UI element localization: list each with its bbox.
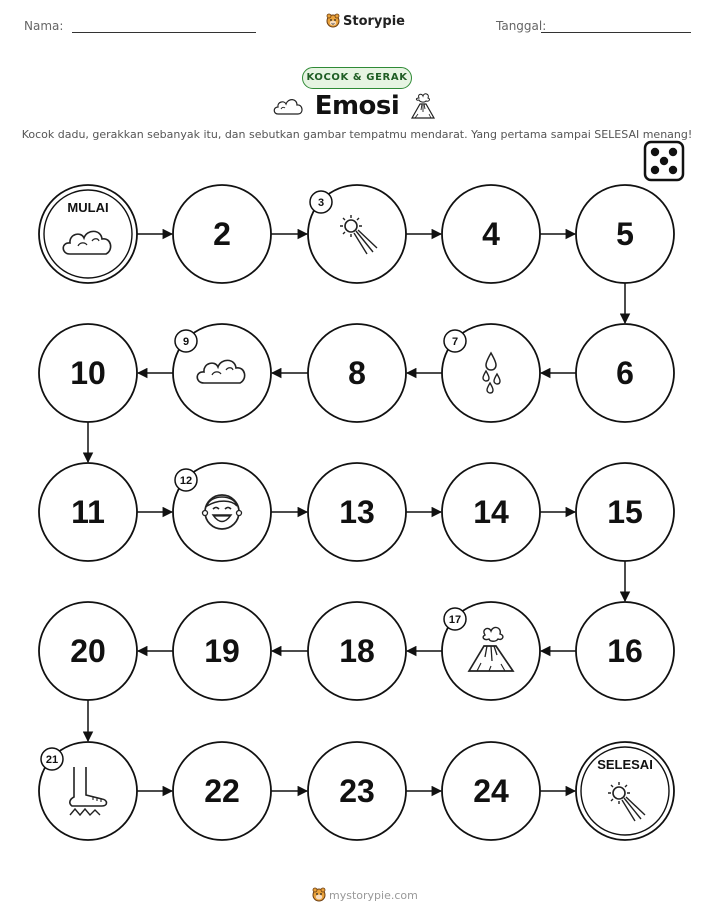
space-number: 7: [451, 336, 459, 348]
date-label: Tanggal:: [496, 19, 547, 33]
space-number: 14: [473, 494, 509, 530]
instructions: Kocok dadu, gerakkan sebanyak itu, dan sebutkan gambar tempatmu mendarat. Yang pertama sampai SELESAI menang!: [21, 128, 693, 141]
space-number: 17: [448, 614, 462, 626]
board-space-19[interactable]: [173, 602, 271, 700]
board-space-11[interactable]: [39, 463, 137, 561]
space-number: 12: [179, 475, 193, 487]
board-space-24[interactable]: [442, 742, 540, 840]
board-space-4[interactable]: [442, 185, 540, 283]
space-number: 3: [317, 197, 325, 209]
board-space-12[interactable]: [173, 463, 271, 561]
board-space-13[interactable]: [308, 463, 406, 561]
space-number: 2: [213, 216, 231, 252]
space-number: 16: [607, 633, 643, 669]
space-number: 24: [473, 773, 509, 809]
board-space-23[interactable]: [308, 742, 406, 840]
page-title: Emosi: [314, 91, 400, 121]
name-label: Nama:: [24, 19, 64, 33]
space-number: 23: [339, 773, 375, 809]
space-number: 15: [607, 494, 643, 530]
space-number: 5: [616, 216, 634, 252]
board-space-18[interactable]: [308, 602, 406, 700]
board-space-25[interactable]: [576, 742, 674, 840]
space-number: 4: [482, 216, 500, 252]
space-number: 8: [348, 355, 366, 391]
board-space-16[interactable]: [576, 602, 674, 700]
brand-name: Storypie: [343, 13, 405, 29]
space-number: 11: [71, 494, 105, 530]
space-number: 13: [339, 494, 375, 530]
board-space-7[interactable]: [442, 324, 540, 422]
board-space-1[interactable]: [39, 185, 137, 283]
board-space-2[interactable]: [173, 185, 271, 283]
board-space-15[interactable]: [576, 463, 674, 561]
space-number: 6: [616, 355, 634, 391]
space-number: 10: [70, 355, 106, 391]
space-number: 9: [182, 336, 190, 348]
footer: [312, 887, 418, 903]
board-space-10[interactable]: [39, 324, 137, 422]
board-space-5[interactable]: [576, 185, 674, 283]
board-space-3[interactable]: [308, 185, 406, 283]
space-number: 19: [204, 633, 240, 669]
space-number: 22: [204, 773, 240, 809]
board-space-9[interactable]: [173, 324, 271, 422]
board-space-6[interactable]: [576, 324, 674, 422]
space-number: 20: [70, 633, 106, 669]
board-space-20[interactable]: [39, 602, 137, 700]
space-number: 21: [45, 754, 59, 766]
footer-link[interactable]: mystorypie.com: [329, 888, 418, 902]
board-space-14[interactable]: [442, 463, 540, 561]
category-badge: KOCOK & GERAK: [302, 67, 412, 89]
board-space-22[interactable]: [173, 742, 271, 840]
storypie-mascot-icon: [312, 887, 326, 903]
board-space-8[interactable]: [308, 324, 406, 422]
start-label: MULAI: [67, 200, 109, 215]
space-number: 18: [339, 633, 375, 669]
board-space-17[interactable]: [442, 602, 540, 700]
finish-label: SELESAI: [597, 757, 653, 772]
board-space-21[interactable]: [39, 742, 137, 840]
